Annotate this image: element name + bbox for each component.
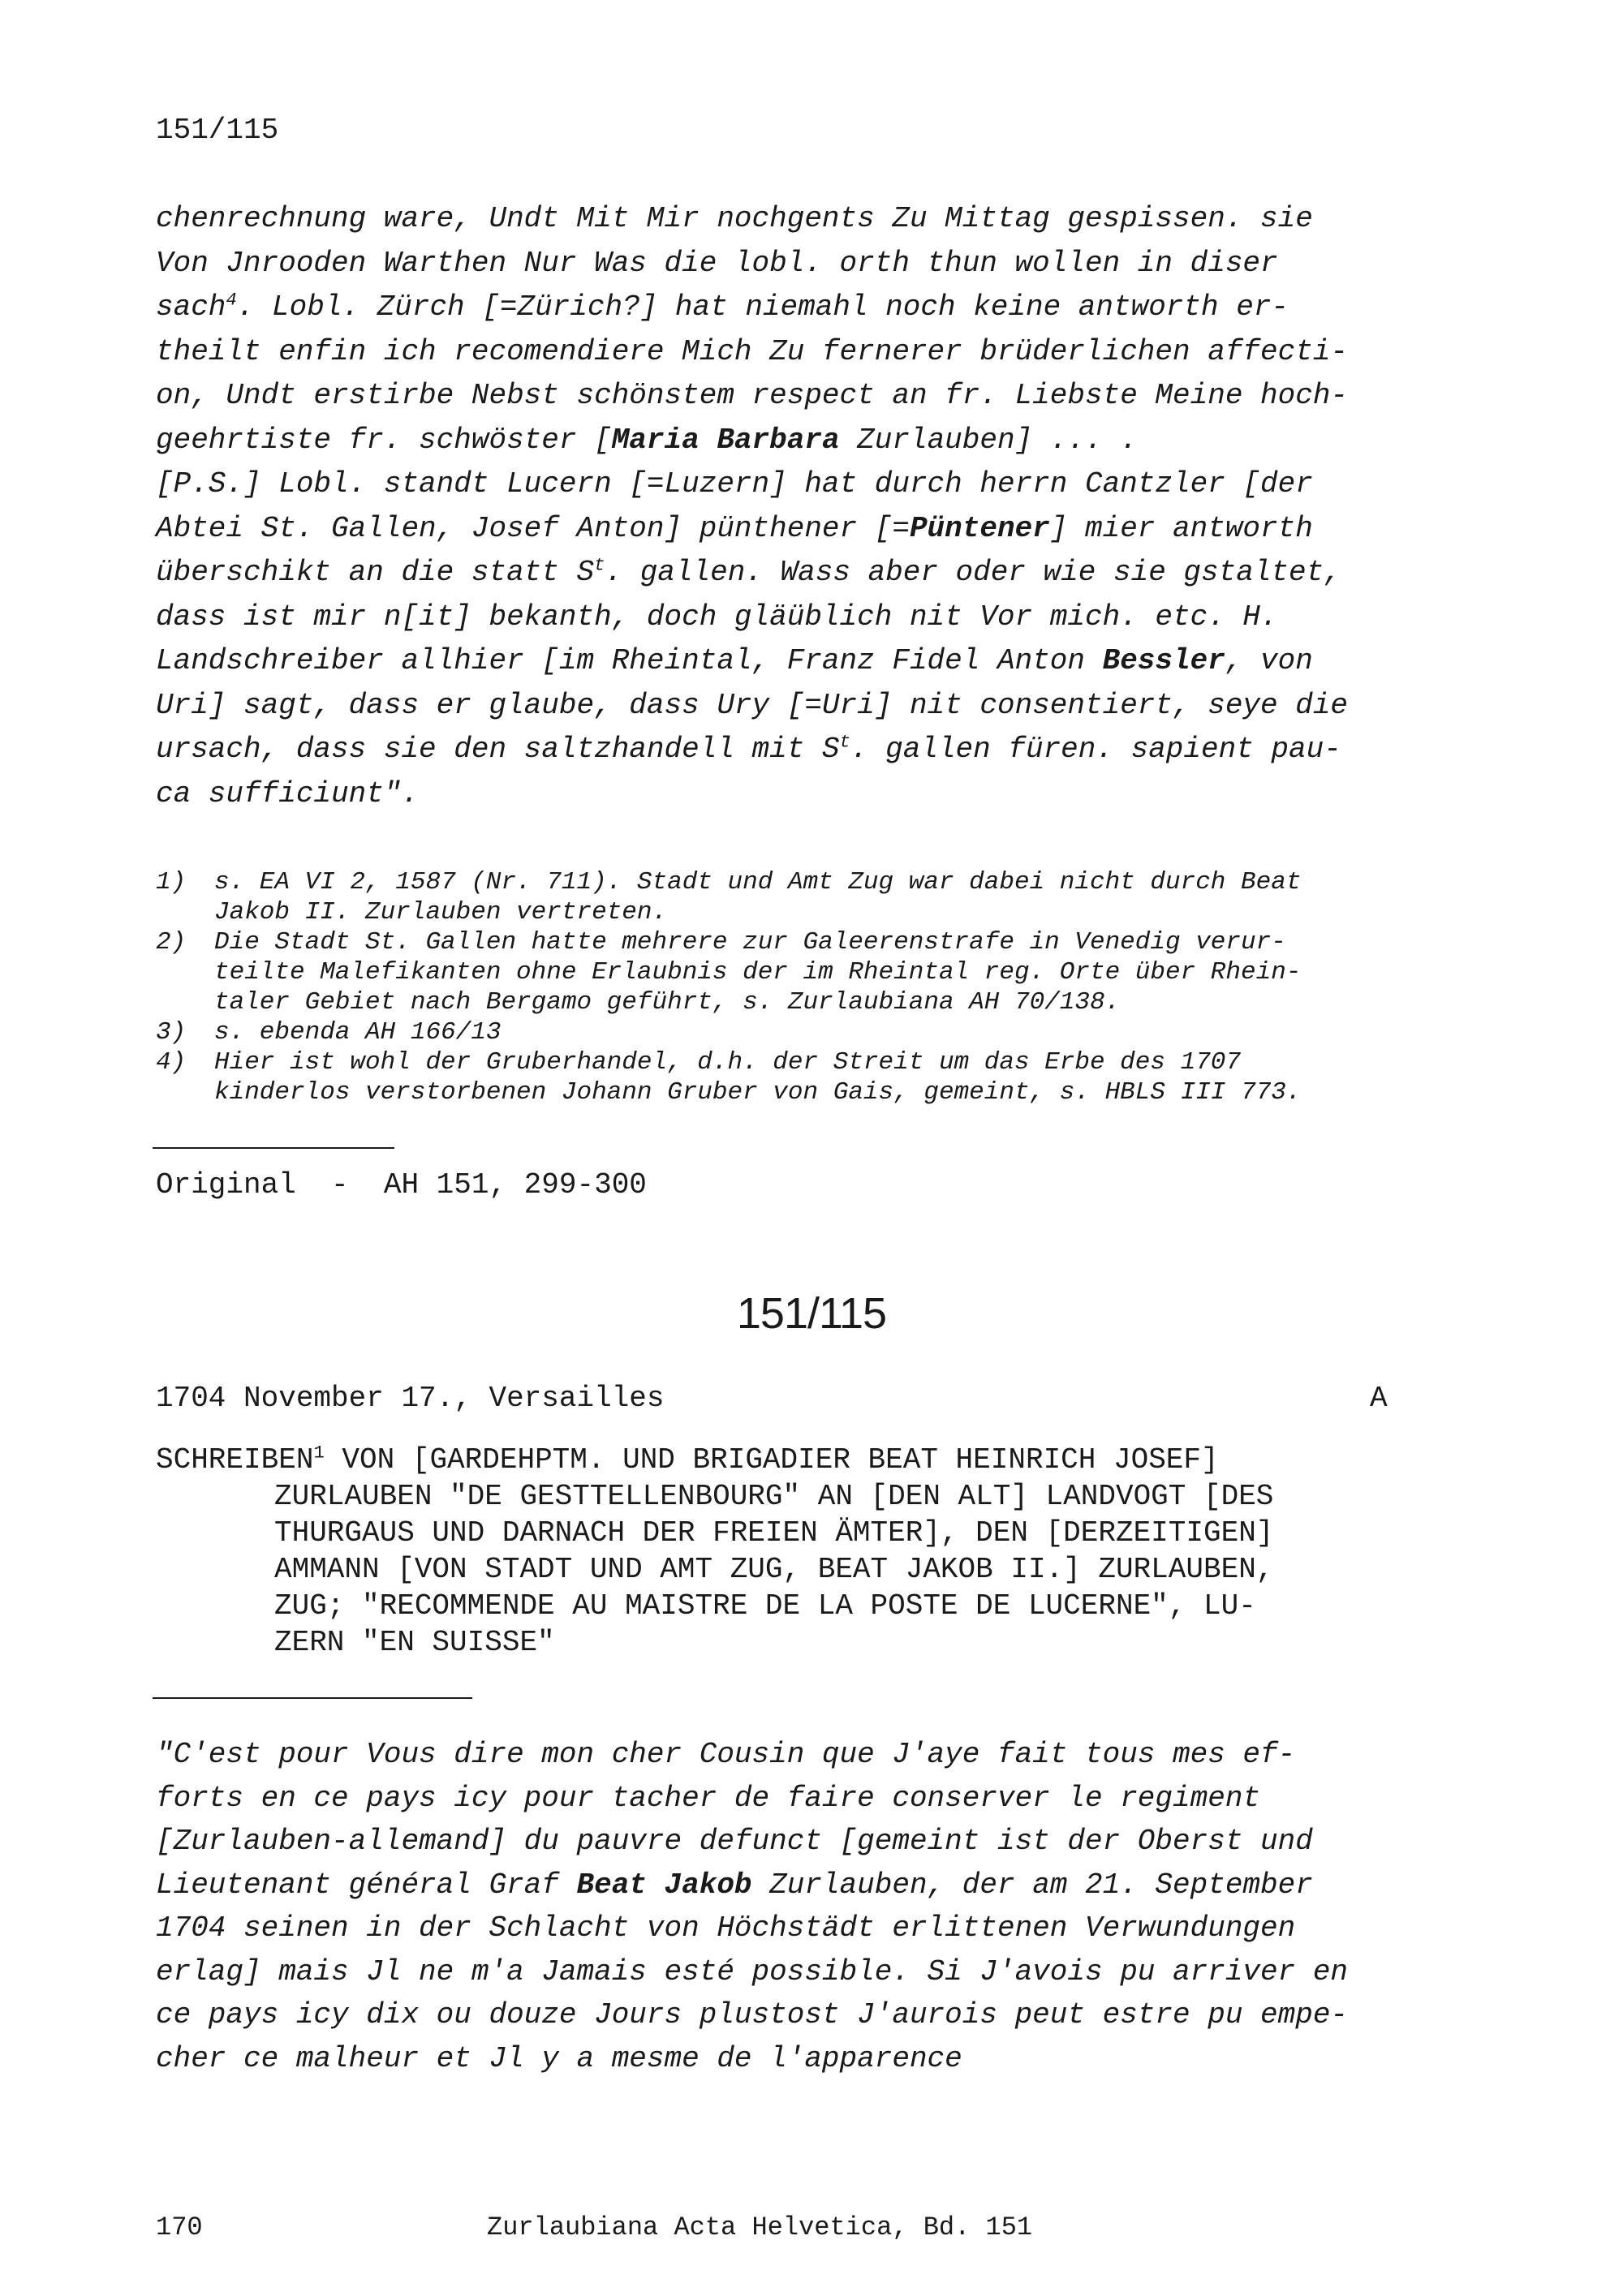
text-line: on, Undt erstirbe Nebst schönstem respect an fr. Liebste Meine hoch-	[156, 379, 1349, 412]
regest-divider	[153, 1697, 472, 1699]
text-line: [P.S.] Lobl. standt Lucern [=Luzern] hat durch herrn Cantzler [der	[156, 467, 1313, 501]
superscript: t	[594, 554, 605, 576]
bold-name: Bessler	[1102, 644, 1225, 677]
text-line: dass ist mir n[it] bekanth, doch gläüblich nit Vor mich. etc. H.	[156, 600, 1278, 634]
footnote-number: 3)	[156, 1018, 187, 1047]
text-line: [Zurlauben-allemand] du pauvre defunct [gemeint ist der Oberst und	[156, 1825, 1313, 1858]
footnote-line: kinderlos verstorbenen Johann Gruber von Gais, gemeint, s. HBLS III 773.	[214, 1078, 1302, 1107]
superscript: t	[839, 731, 850, 753]
text-line: forts en ce pays icy pour tacher de faire conserver le regiment	[156, 1781, 1261, 1815]
text-line: Uri] sagt, dass er glaube, dass Ury [=Uri] nit consentiert, seye die	[156, 688, 1349, 722]
text-line: 1704 seinen in der Schlacht von Höchstädt erlittenen Verwundungen	[156, 1911, 1296, 1945]
bold-name: Beat Jakob	[576, 1868, 752, 1902]
text-line: sach$^4$. Lobl. Zürch [=Zürich?] hat niemahl noch keine antworth er-	[156, 289, 1289, 324]
text-line: theilt enfin ich recomendiere Mich Zu fernerer brüderlichen affecti-	[156, 334, 1349, 368]
footnote-line: Die Stadt St. Gallen hatte mehrere zur Galeerenstrafe in Venedig verur-	[214, 928, 1286, 957]
footnote-line: taler Gebiet nach Bergamo geführt, s. Zurlaubiana AH 70/138.	[214, 988, 1121, 1017]
text-line: ce pays icy dix ou douze Jours plustost J'aurois peut estre pu empe-	[156, 1998, 1349, 2032]
footnote-number: 4)	[156, 1048, 187, 1077]
footnote-line: Jakob II. Zurlauben vertreten.	[214, 898, 668, 927]
text-line: überschikt an die statt $S^t$. gallen. Wass aber oder wie sie gstaltet,	[156, 554, 1341, 589]
bold-name: Püntener	[909, 511, 1050, 545]
document-type-letter: A	[1370, 1382, 1388, 1415]
text-line: chenrechnung ware, Undt Mit Mir nochgents Zu Mittag gespissen. sie	[156, 202, 1313, 235]
text-line: ursach, dass sie den saltzhandell mit $S^t$. gallen füren. sapient pau-	[156, 731, 1341, 766]
regest-line: ZURLAUBEN "DE GESTTELLENBOURG" AN [DEN ALT] LANDVOGT [DES	[274, 1480, 1274, 1513]
footer-page-number: 170	[156, 2212, 203, 2242]
bold-name: Maria Barbara	[611, 423, 840, 457]
footnote-line: s. ebenda AH 166/13	[214, 1018, 502, 1047]
regest-line: THURGAUS UND DARNACH DER FREIEN ÄMTER], DEN [DERZEITIGEN]	[274, 1516, 1274, 1550]
source-divider	[153, 1147, 394, 1149]
text-line: Abtei St. Gallen, Josef Anton] pünthener [=Püntener] mier antworth	[156, 511, 1313, 545]
footnote-line: Hier ist wohl der Gruberhandel, d.h. der Streit um das Erbe des 1707	[214, 1048, 1242, 1077]
text-line: Lieutenant général Graf Beat Jakob Zurlauben, der am 21. September	[156, 1868, 1313, 1902]
footer-publication: Zurlaubiana Acta Helvetica, Bd. 151	[487, 2212, 1033, 2242]
footnote-line: teilte Malefikanten ohne Erlaubnis der im Rheintal reg. Orte über Rhein-	[214, 958, 1302, 987]
superscript: 4	[226, 289, 237, 311]
document-date-place: 1704 November 17., Versailles	[156, 1382, 665, 1415]
text-line: cher ce malheur et Jl y a mesme de l'apparence	[156, 2041, 962, 2075]
text-line: geehrtiste fr. schwöster [Maria Barbara Zurlauben] ... .	[156, 423, 1138, 457]
regest-line: ZUG; "RECOMMENDE AU MAISTRE DE LA POSTE DE LUCERNE", LU-	[274, 1589, 1256, 1623]
text-line: "C'est pour Vous dire mon cher Cousin que J'aye fait tous mes ef-	[156, 1738, 1296, 1771]
text-line: Von Jnrooden Warthen Nur Was die lobl. orth thun wollen in diser	[156, 246, 1278, 280]
regest-line: AMMANN [VON STADT UND AMT ZUG, BEAT JAKOB II.] ZURLAUBEN,	[274, 1553, 1274, 1586]
footnote-number: 1)	[156, 868, 187, 896]
regest-line: ZERN "EN SUISSE"	[274, 1626, 555, 1659]
footnote-line: s. EA VI 2, 1587 (Nr. 711). Stadt und Amt Zug war dabei nicht durch Beat	[214, 868, 1302, 896]
footnote-number: 2)	[156, 928, 187, 957]
text-line: Landschreiber allhier [im Rheintal, Franz Fidel Anton Bessler, von	[156, 644, 1313, 677]
document-number-heading: 151/115	[736, 1289, 887, 1338]
superscript: 1	[313, 1442, 325, 1464]
regest-line: SCHREIBEN$^1$ VON [GARDEHPTM. UND BRIGADIER BEAT HEINRICH JOSEF]	[156, 1442, 1219, 1477]
text-line: ca sufficiunt".	[156, 776, 420, 810]
source-reference: Original - AH 151, 299-300	[156, 1168, 647, 1202]
text-line: erlag] mais Jl ne m'a Jamais esté possible. Si J'avois pu arriver en	[156, 1954, 1349, 1989]
page-header-reference: 151/115	[156, 114, 279, 147]
